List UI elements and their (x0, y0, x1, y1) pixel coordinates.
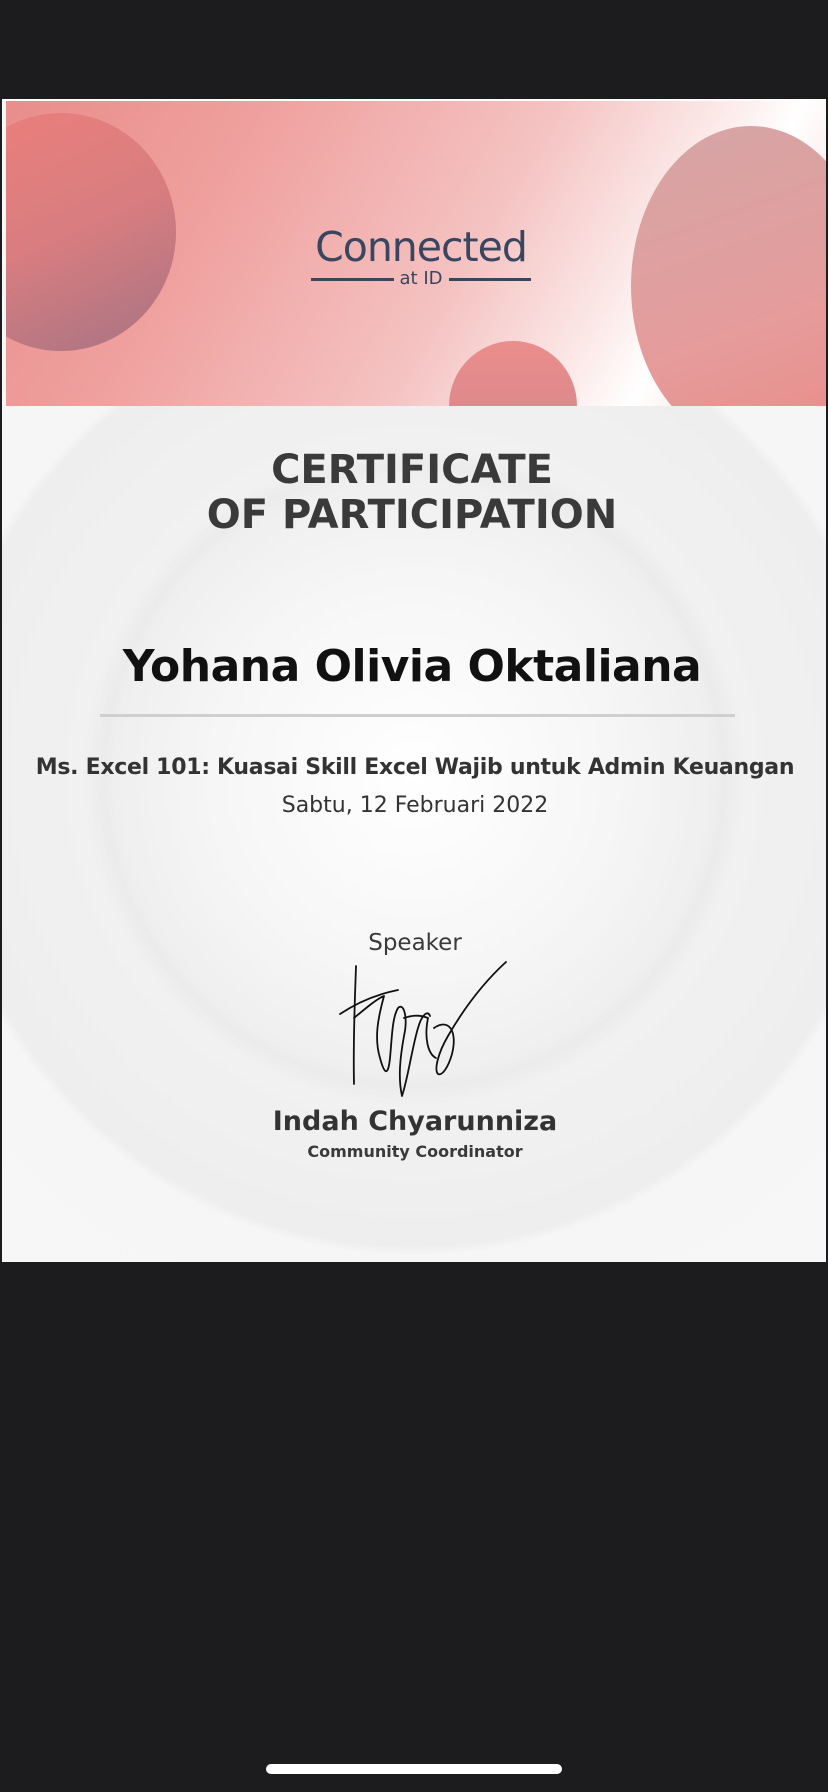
certificate-title-line-1: CERTIFICATE (271, 447, 553, 493)
decorative-circle-right (631, 126, 826, 406)
certificate-title-line-2: OF PARTICIPATION (206, 492, 618, 538)
speaker-label: Speaker (368, 930, 462, 956)
logo-sub-text: at ID (399, 268, 443, 289)
decorative-circle-left (6, 113, 176, 351)
name-divider (100, 714, 735, 717)
certificate-banner (6, 101, 826, 406)
recipient-name: Yohana Olivia Oktaliana (122, 641, 702, 692)
logo-line-right (449, 278, 532, 281)
course-title: Ms. Excel 101: Kuasai Skill Excel Wajib untuk Admin Keuangan (35, 755, 795, 780)
speaker-name: Indah Chyarunniza (272, 1106, 558, 1137)
logo-sub-row (311, 269, 531, 289)
logo-main-text: Connected (315, 223, 527, 271)
decorative-circle-middle (449, 341, 577, 406)
connected-at-id-logo (311, 225, 531, 289)
speaker-signature (338, 958, 513, 1098)
home-indicator[interactable] (266, 1764, 562, 1774)
speaker-role: Community Coordinator (307, 1142, 523, 1161)
logo-line-left (311, 278, 394, 281)
event-date: Sabtu, 12 Februari 2022 (281, 793, 549, 818)
